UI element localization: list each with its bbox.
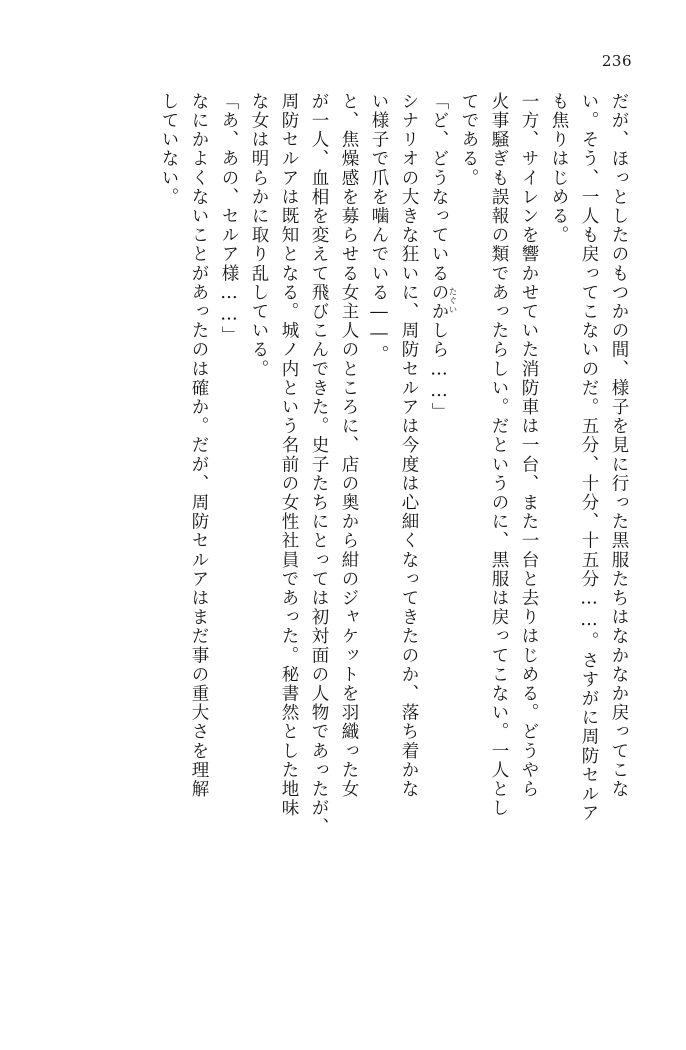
- page-number: 236: [601, 52, 632, 70]
- text-column: 一方、サイレンを響かせていた消防車は一台、また一台と去りはじめる。どうやら: [519, 92, 539, 799]
- text-column: な女は明らかに取り乱している。: [249, 92, 269, 379]
- text-column: い。そう、一人も戻ってこないのだ。五分、十分、十五分……。さすがに周防セルア: [579, 92, 599, 823]
- text-column: していない。: [159, 92, 179, 207]
- text-column: 「あ、あの、セルア様……」: [219, 92, 239, 346]
- text-column: い様子で爪を噛んでいる――。: [369, 92, 389, 365]
- text-column: が一人、血相を変えて飛びこんできた。史子たちにとっては初対面の人物であったが、: [309, 92, 329, 837]
- text-column: てである。: [459, 92, 479, 188]
- text-column: 周防セルアは既知となる。城ノ内という名前の女性社員であった。秘書然とした地味: [279, 92, 299, 818]
- furigana-ruby: たぐい: [447, 287, 457, 314]
- text-column: と、焦燥感を募らせる女主人のところに、店の奥から紺のジャケットを羽織った女: [339, 92, 359, 799]
- text-column: も焦りはじめる。: [549, 92, 569, 245]
- text-column: なにかよくないことがあったのは確か。だが、周防セルアはまだ事の重大さを理解: [189, 92, 209, 799]
- text-column: 火事騒ぎも誤報の類であったらしい。だというのに、黒服は戻ってこない。一人とし: [489, 92, 509, 818]
- vertical-text-body: [60, 92, 634, 972]
- text-column: だが、ほっとしたのもつかの間、様子を見に行った黒服たちはなかなか戻ってこな: [609, 92, 629, 799]
- text-column: 「ど、どうなっているのかしら……」: [429, 92, 449, 422]
- text-column: シナリオの大きな狂いに、周防セルアは今度は心細くなってきたのか、落ち着かな: [399, 92, 419, 799]
